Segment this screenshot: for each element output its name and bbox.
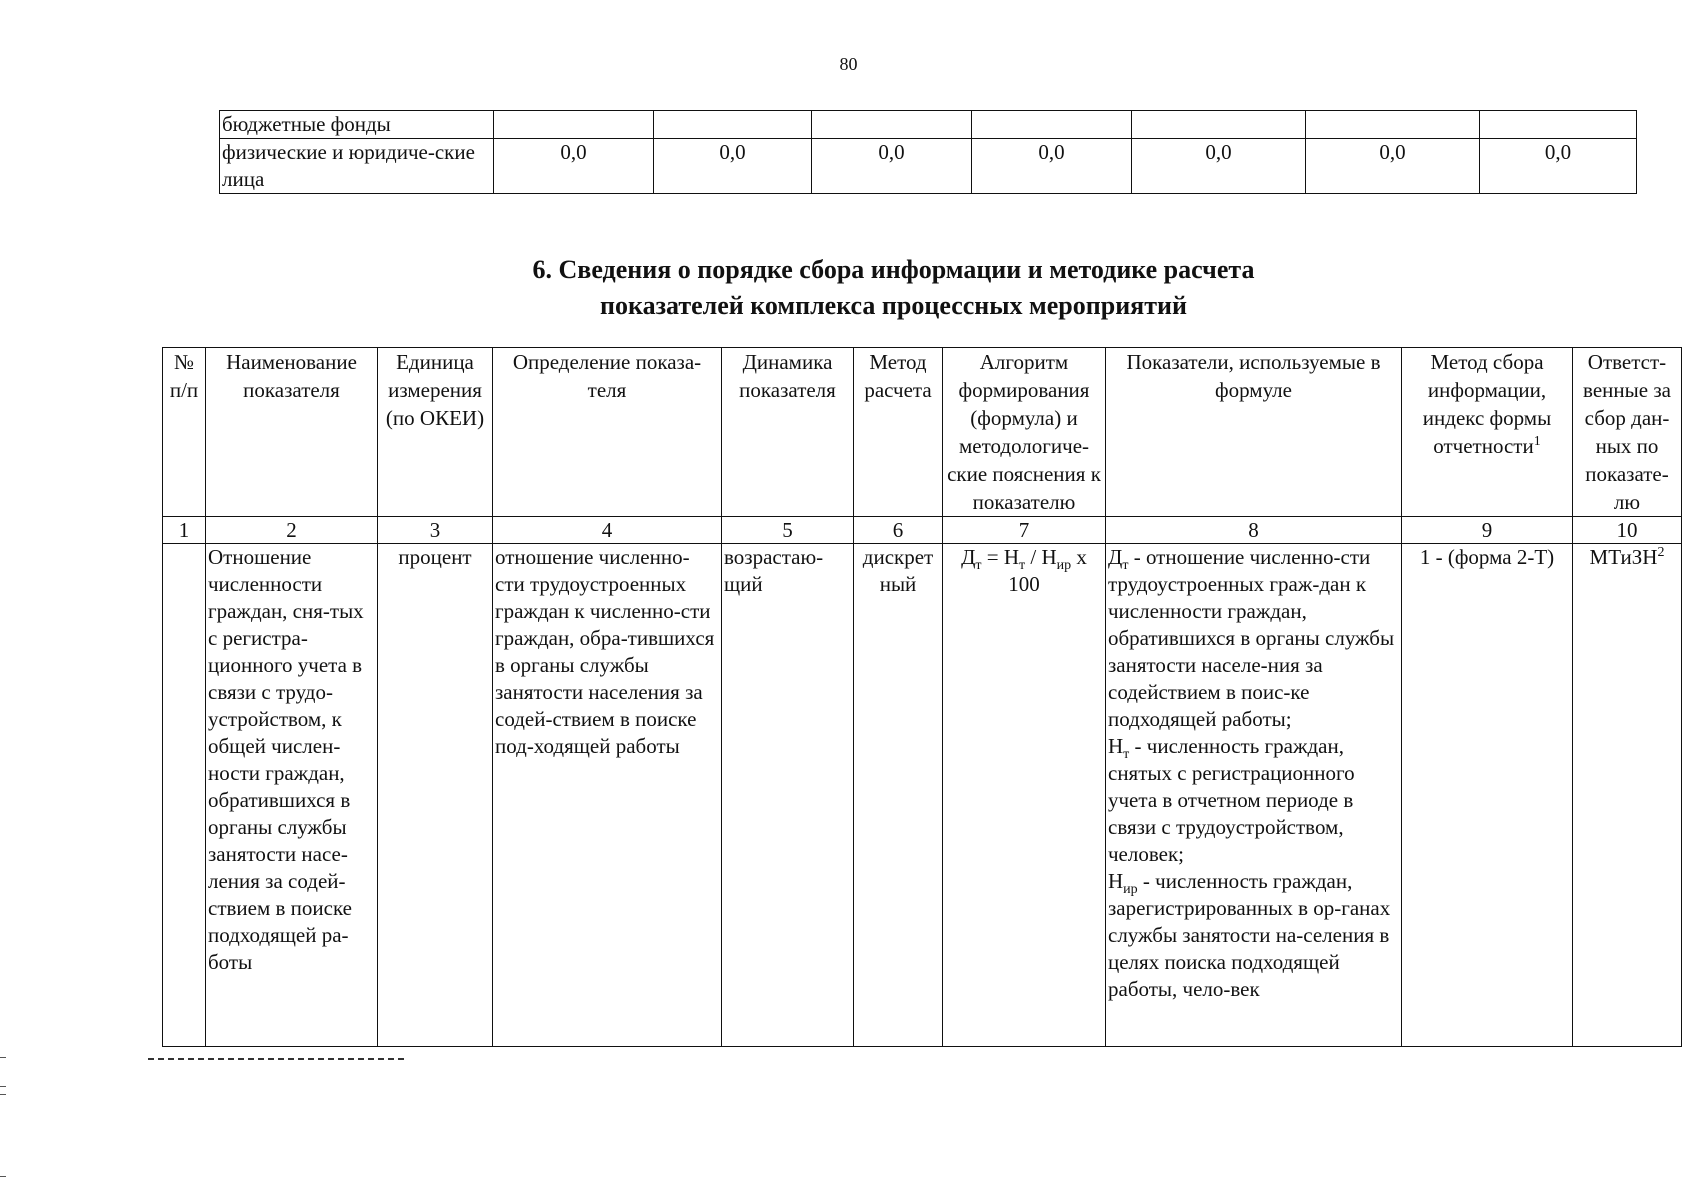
footnote-ref: 2 — [1657, 545, 1665, 560]
column-header: Метод расчета — [854, 348, 943, 517]
table-header-row — [163, 348, 1682, 517]
column-header: Динамика показателя — [722, 348, 854, 517]
calculation-formula — [943, 544, 1106, 1047]
indicator-description: - отношение численно-сти трудоустроенных граж-дан к численности граждан, обратившихся в органы службы занятости населе-ния за содействием в поис-ке подходящей работы; — [1108, 545, 1395, 731]
footnote-ref: 1 — [1533, 434, 1541, 449]
table-cell — [1306, 111, 1480, 139]
column-header-text: Метод сбора информации, индекс формы отчетности — [1422, 350, 1552, 458]
column-number-row — [163, 517, 1682, 544]
column-number: 5 — [722, 517, 854, 544]
column-header — [1402, 348, 1573, 517]
scan-edge-mark — [0, 1094, 6, 1095]
formula-subscript: ир — [1056, 558, 1072, 574]
indicator-method-table — [162, 347, 1682, 1047]
table-cell: 0,0 — [1480, 139, 1637, 194]
scan-edge-mark — [0, 1176, 6, 1177]
row-number — [163, 544, 206, 1047]
formula-subscript: т — [1019, 558, 1026, 574]
column-header: Алгоритм формирования (формула) и методологиче-ские пояснения к показателю — [943, 348, 1106, 517]
funding-source-name: физические и юридиче-ские лица — [220, 139, 494, 194]
table-cell: 0,0 — [972, 139, 1132, 194]
unit-of-measure: процент — [378, 544, 493, 1047]
section-title-line: показателей комплекса процессных мероприятий — [600, 291, 1187, 320]
indicator-dynamics: возрастаю-щий — [722, 544, 854, 1047]
table-cell — [494, 111, 654, 139]
indicator-subscript: т — [1123, 747, 1130, 763]
formula-symbol: Д — [961, 545, 976, 569]
table-cell — [654, 111, 812, 139]
column-header: № п/п — [163, 348, 206, 517]
indicator-subscript: т — [1122, 558, 1129, 574]
formula-subscript: т — [975, 558, 982, 574]
indicator-symbol: Д — [1108, 545, 1123, 569]
footnote-separator — [148, 1058, 404, 1060]
formula-indicators — [1106, 544, 1402, 1047]
table-cell: 0,0 — [1132, 139, 1306, 194]
column-number: 8 — [1106, 517, 1402, 544]
section-title — [0, 252, 1697, 324]
column-number: 2 — [206, 517, 378, 544]
indicator-subscript: ир — [1123, 882, 1138, 898]
column-header: Наименование показателя — [206, 348, 378, 517]
column-number: 10 — [1573, 517, 1682, 544]
formula-symbol: x 100 — [1008, 545, 1087, 596]
column-number: 7 — [943, 517, 1106, 544]
collection-method: 1 - (форма 2-Т) — [1402, 544, 1573, 1047]
responsible-name: МТиЗН — [1589, 545, 1658, 569]
indicator-symbol: Н — [1108, 734, 1124, 758]
page-number: 80 — [839, 54, 858, 74]
indicator-description: - численность граждан, зарегистрированных в ор-ганах службы занятости на-селения в целях поиска подходящей работы, чело-век — [1108, 869, 1391, 1001]
table-cell: 0,0 — [494, 139, 654, 194]
table-cell: 0,0 — [1306, 139, 1480, 194]
responsible-party — [1573, 544, 1682, 1047]
scan-edge-mark — [0, 1057, 6, 1058]
table-row — [220, 139, 1637, 194]
funding-table — [219, 110, 1637, 194]
funding-source-name: бюджетные фонды — [220, 111, 494, 139]
calculation-method: дискрет ный — [854, 544, 943, 1047]
table-row — [163, 544, 1682, 1047]
table-cell — [1132, 111, 1306, 139]
column-header: Определение показа-теля — [493, 348, 722, 517]
column-number: 4 — [493, 517, 722, 544]
table-cell — [1480, 111, 1637, 139]
column-header: Показатели, используемые в формуле — [1106, 348, 1402, 517]
indicator-name: Отношение численности граждан, сня-тых с регистра-ционного учета в связи с трудо-устройством, к общей числен-ности граждан, обратившихся в органы службы занятости насе-ления за содей-ствием в поиске подходящей ра-боты — [206, 544, 378, 1047]
column-header: Единица измерения (по ОКЕИ) — [378, 348, 493, 517]
column-number: 9 — [1402, 517, 1573, 544]
indicator-symbol: Н — [1108, 869, 1124, 893]
indicator-definition: отношение численно-сти трудоустроенных граждан к численно-сти граждан, обра-тившихся в органы службы занятости населения за содей-ствием в поиске под-ходящей работы — [493, 544, 722, 1047]
column-header: Ответст-венные за сбор дан-ных по показате-лю — [1573, 348, 1682, 517]
table-row — [220, 111, 1637, 139]
column-number: 1 — [163, 517, 206, 544]
indicator-description: - численность граждан, снятых с регистрационного учета в отчетном периоде в связи с трудоустройством, человек; — [1108, 734, 1355, 866]
table-cell: 0,0 — [812, 139, 972, 194]
section-title-line: 6. Сведения о порядке сбора информации и методике расчета — [532, 255, 1255, 284]
column-number: 3 — [378, 517, 493, 544]
table-cell — [972, 111, 1132, 139]
formula-symbol: / Н — [1025, 545, 1057, 569]
formula-symbol: = Н — [981, 545, 1020, 569]
column-number: 6 — [854, 517, 943, 544]
table-cell — [812, 111, 972, 139]
table-cell: 0,0 — [654, 139, 812, 194]
scan-edge-mark — [0, 1086, 6, 1087]
